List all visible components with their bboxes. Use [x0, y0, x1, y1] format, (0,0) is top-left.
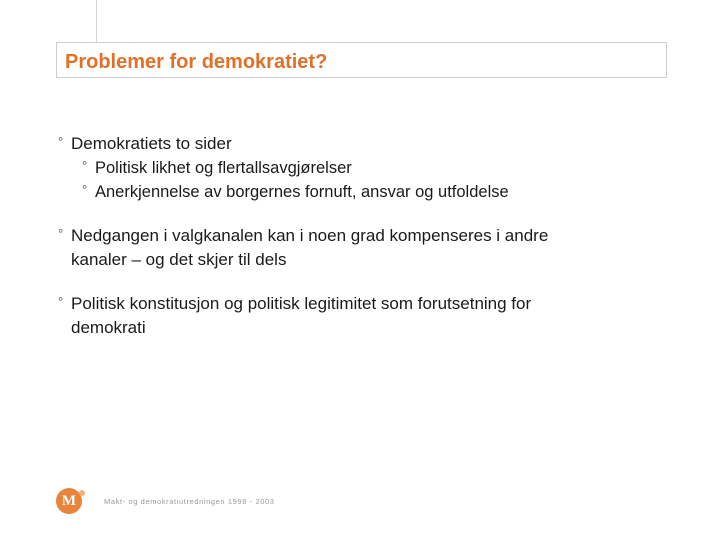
bullet-mark: ° — [58, 226, 64, 241]
sub-bullet-item — [82, 180, 678, 204]
bullet-mark: ° — [82, 158, 88, 173]
bullet-item — [58, 292, 678, 340]
bullet-text-line1: Nedgangen i valgkanalen kan i noen grad kompenseres i andre — [71, 226, 549, 245]
footer — [56, 485, 275, 517]
footer-text: Makt- og demokratiutredningen 1998 - 2003 — [104, 496, 275, 506]
sub-bullet-text: Anerkjennelse av borgernes fornuft, ansvar og utfoldelse — [95, 183, 509, 201]
sub-bullet-item — [82, 156, 678, 180]
slide-content — [58, 132, 678, 340]
decorative-vertical-line — [96, 0, 97, 42]
slide-title: Problemer for demokratiet? — [65, 51, 328, 73]
bullet-item — [58, 132, 678, 156]
bullet-mark: ° — [58, 294, 64, 309]
bullet-text-line2: demokrati — [71, 318, 146, 337]
title-box — [56, 42, 667, 78]
bullet-item — [58, 224, 678, 272]
sub-bullet-text: Politisk likhet og flertallsavgjørelser — [95, 159, 352, 177]
bullet-mark: ° — [82, 182, 88, 197]
bullet-text: Demokratiets to sider — [71, 134, 232, 153]
bullet-text-line1: Politisk konstitusjon og politisk legitimitet som forutsetning for — [71, 294, 532, 313]
logo-icon: M — [56, 488, 82, 514]
bullet-mark: ° — [58, 134, 64, 149]
bullet-text-line2: kanaler – og det skjer til dels — [71, 250, 287, 269]
